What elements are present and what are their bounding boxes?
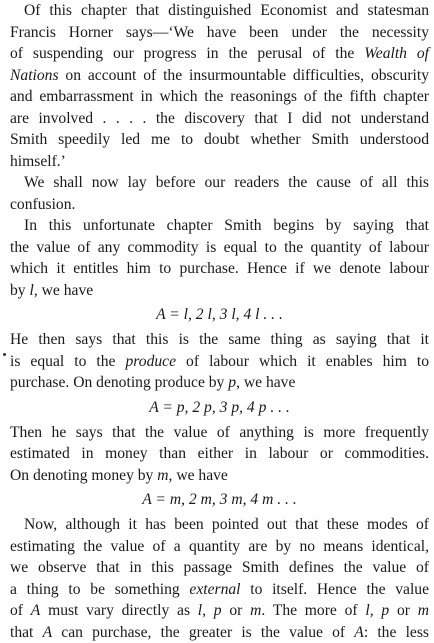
text-line: Now, although it has been pointed out that these modes of [10, 514, 429, 536]
text-line: Of this chapter that distinguished Economist and statesman [10, 0, 429, 22]
emphasis-italic: external [189, 581, 240, 598]
equation-labour: A = l, 2 l, 3 l, 4 l . . . [10, 301, 429, 329]
text-line: by l, we have [10, 280, 429, 302]
text-line: the value of any commodity is equal to the quantity of labour [10, 237, 429, 259]
paragraph-horner-quote [10, 0, 429, 172]
text-line: estimating the value of a quantity are by no means identical, [10, 536, 429, 558]
text-line: a thing to be something external to itself. Hence the value [10, 579, 429, 601]
book-title-italic: Wealth of [364, 45, 429, 62]
text-line: Nations on account of the insurmountable difficulties, obscurity [10, 65, 429, 87]
variable-p: p [228, 374, 236, 391]
text-line: In this unfortunate chapter Smith begins by saying that [10, 215, 429, 237]
variable-m: m [157, 467, 168, 484]
text-line: Francis Horner says—‘We have been under the necessity [10, 22, 429, 44]
paragraph-produce [10, 329, 429, 394]
text-line: is equal to the produce of labour which it enables him to [10, 351, 429, 373]
paragraph-external-value [10, 514, 429, 643]
book-title-italic: Nations [10, 67, 59, 84]
paragraph-labour [10, 215, 429, 301]
equation-produce: A = p, 2 p, 3 p, 4 p . . . [10, 394, 429, 422]
emphasis-italic: produce [125, 353, 176, 370]
variable-l: l [30, 282, 34, 299]
paragraph-confusion [10, 172, 429, 215]
text-line: himself.’ [10, 151, 429, 173]
text-line: and embarrassment in which the reasonings of the fifth chapter [10, 86, 429, 108]
text-line: purchase. On denoting produce by p, we have [10, 372, 429, 394]
text-line: of A must vary directly as l, p or m. The more of l, p or m [10, 600, 429, 622]
text-line: He then says that this is the same thing as saying that it [10, 329, 429, 351]
text-line: estimated in money than either in labour or commodities. [10, 443, 429, 465]
text-line: confusion. [10, 194, 429, 216]
text-line: we observe that in this passage Smith defines the value of [10, 557, 429, 579]
text-line: Smith speedily led me to doubt whether Smith understood [10, 129, 429, 151]
text-line: which it entitles him to purchase. Hence if we denote labour [10, 258, 429, 280]
document-page [10, 0, 429, 643]
equation-money: A = m, 2 m, 3 m, 4 m . . . [10, 486, 429, 514]
text-line: that A can purchase, the greater is the value of A: the less [10, 622, 429, 643]
text-line: are involved . . . . the discovery that I did not understand [10, 108, 429, 130]
text-line: Then he says that the value of anything is more frequently [10, 422, 429, 444]
text-line: On denoting money by m, we have [10, 465, 429, 487]
paragraph-money [10, 422, 429, 487]
text-line: of suspending our progress in the perusal of the Wealth of [10, 43, 429, 65]
text-line: We shall now lay before our readers the cause of all this [10, 172, 429, 194]
stray-ink-mark [3, 353, 6, 356]
